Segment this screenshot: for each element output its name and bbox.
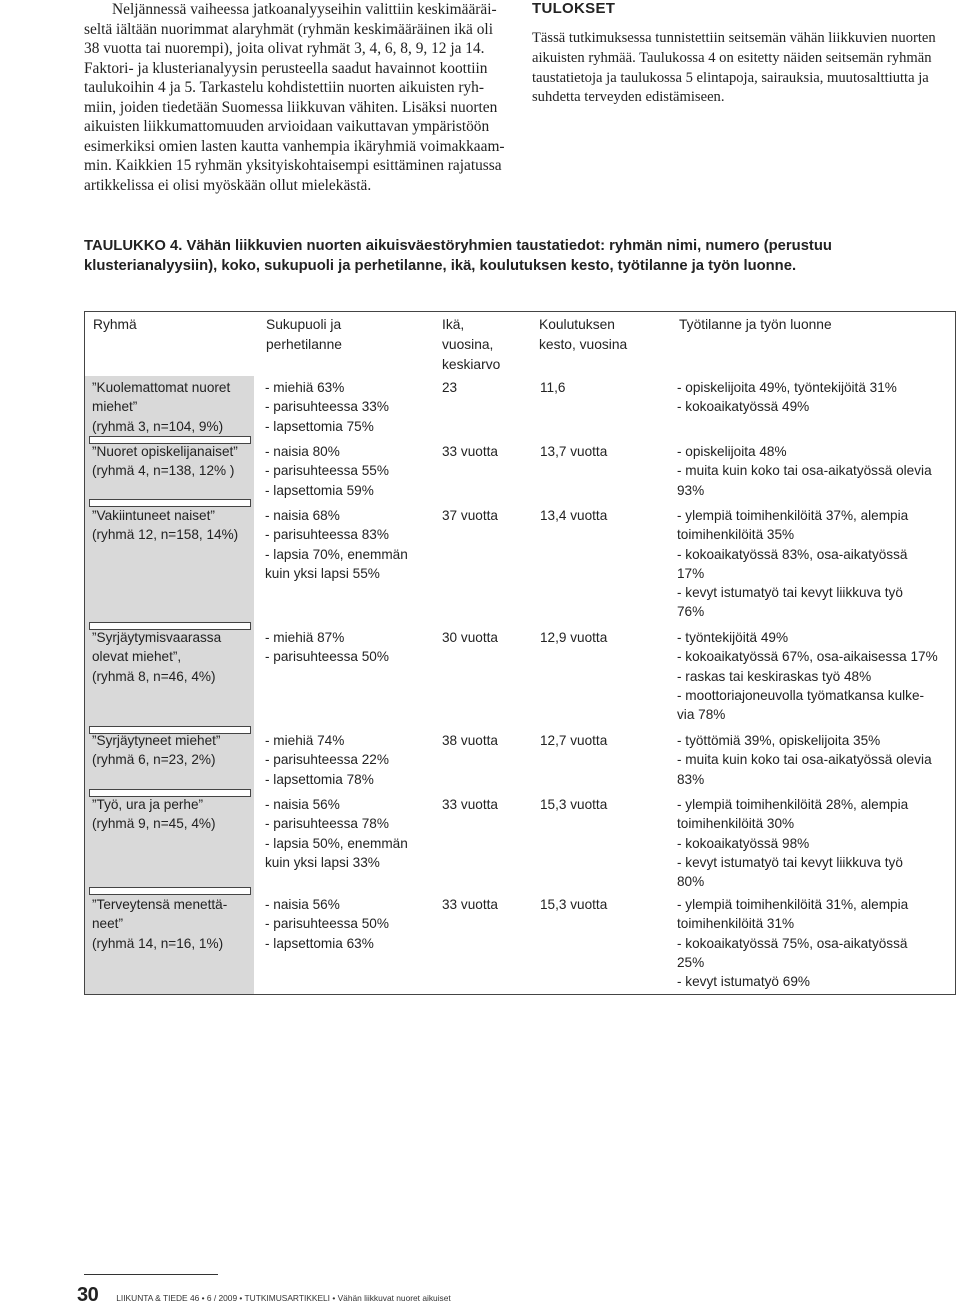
education-cell: 13,4 vuotta [540, 508, 608, 523]
cell-line: - lapsettomia 63% [265, 935, 374, 951]
education-cell: 15,3 vuotta [540, 897, 608, 912]
work-cell [677, 442, 932, 500]
group-cell [85, 731, 254, 770]
education-cell: 15,3 vuotta [540, 797, 608, 812]
cell-line: - parisuhteessa 50% [265, 916, 389, 932]
cell-line: (ryhmä 6, n=23, 2%) [92, 752, 216, 768]
cell-line: 93% [677, 482, 705, 498]
cell-line: ”Syrjäytymisvaarassa [92, 630, 222, 645]
cell-line: (ryhmä 3, n=104, 9%) [92, 418, 224, 434]
footer-text: LIIKUNTA & TIEDE 46 • 6 / 2009 • TUTKIMUSARTIKKELI • Vähän liikkuvat nuoret aikuiset [116, 1293, 451, 1303]
header-gender [266, 315, 342, 355]
cell-line: - parisuhteessa 50% [265, 649, 389, 665]
gender-cell [265, 628, 389, 667]
footer-rule [84, 1274, 218, 1275]
cell-line: (ryhmä 8, n=46, 4%) [92, 668, 216, 684]
cell-line: - lapsettomia 78% [265, 771, 374, 787]
education-cell: 12,9 vuotta [540, 630, 608, 645]
group-separator [89, 887, 251, 895]
cell-line: - raskas tai keskiraskas työ 48% [677, 668, 872, 684]
cell-line: - opiskelijoita 49%, työntekijöitä 31% [677, 380, 897, 395]
header-group [93, 315, 137, 335]
text-line: taulukoihin 4 ja 5. Tarkastelu kohdistettiin nuorten aikuisten ryh- [84, 79, 485, 96]
header-text: kesto, vuosina [539, 337, 628, 352]
cell-line: - työttömiä 39%, opiskelijoita 35% [677, 733, 881, 748]
cell-line: ”Syrjäytyneet miehet” [92, 733, 221, 748]
cell-line: 80% [677, 874, 705, 890]
education-cell: 12,7 vuotta [540, 733, 608, 748]
cell-line: - ylempiä toimihenkilöitä 37%, alempia [677, 508, 909, 523]
cell-line: - muita kuin koko tai osa-aikatyössä olevia [677, 752, 932, 768]
cell-line: toimihenkilöitä 31% [677, 916, 795, 932]
cell-line: toimihenkilöitä 35% [677, 527, 795, 543]
work-cell [677, 795, 908, 891]
cell-line: - miehiä 63% [265, 380, 345, 395]
group-cell [85, 506, 254, 545]
group-cell [85, 378, 254, 436]
cell-line: - parisuhteessa 55% [265, 463, 389, 479]
text-line: Neljännessä vaiheessa jatkoanalyyseihin valittiin keskimääräi- [112, 1, 497, 18]
cell-line: 17% [677, 565, 705, 581]
gender-cell [265, 731, 389, 789]
left-paragraph-rest [84, 20, 511, 196]
cell-line: (ryhmä 12, n=158, 14%) [92, 527, 239, 543]
cell-line: olevat miehet”, [92, 649, 182, 665]
cell-line: ”Terveytensä menettä- [92, 897, 228, 912]
header-text: Sukupuoli ja [266, 317, 342, 332]
cell-line: ”Kuolemattomat nuoret [92, 380, 231, 395]
cell-line: - ylempiä toimihenkilöitä 31%, alempia [677, 897, 909, 912]
cell-line: ”Vakiintuneet naiset” [92, 508, 215, 523]
header-text: perhetilanne [266, 337, 342, 352]
cell-line: kuin yksi lapsi 55% [265, 565, 380, 581]
age-cell: 33 vuotta [442, 797, 498, 812]
age-cell: 37 vuotta [442, 508, 498, 523]
cell-line: - parisuhteessa 22% [265, 752, 389, 768]
text-line: esimerkiksi omien lasten kautta vanhempia ikäryhmiä voimakkaam- [84, 137, 505, 155]
cell-line: 25% [677, 954, 705, 970]
group-cell [85, 895, 254, 953]
cell-line: miehet” [92, 399, 138, 415]
cell-line: neet” [92, 916, 123, 932]
education-cell: 11,6 [540, 380, 566, 395]
text-line: min. Kaikkien 15 ryhmän yksityiskohtaisempi esittäminen rajatussa [84, 157, 502, 174]
work-cell [677, 506, 908, 622]
cell-line: - lapsettomia 75% [265, 418, 374, 434]
header-age [442, 315, 500, 375]
cell-line: - muita kuin koko tai osa-aikatyössä olevia [677, 463, 932, 479]
cell-line: - lapsettomia 59% [265, 482, 374, 498]
group-cell [85, 442, 254, 481]
page-number: 30 [77, 1284, 99, 1306]
text-line: seltä iältään nuorimmat alaryhmät (ryhmän keskimääräinen ikä oli [84, 20, 493, 38]
text-line: artikkelissa ei olisi myöskään ollut mielekästä. [84, 176, 372, 194]
cell-line: - ylempiä toimihenkilöitä 28%, alempia [677, 797, 909, 812]
education-cell: 13,7 vuotta [540, 444, 608, 459]
cell-line: ”Työ, ura ja perhe” [92, 797, 204, 812]
group-cell [85, 628, 254, 686]
cell-line: - miehiä 87% [265, 630, 345, 645]
left-paragraph [84, 0, 511, 20]
cell-line: - kevyt istumatyö tai kevyt liikkuva työ [677, 585, 903, 601]
work-cell [677, 628, 938, 724]
cell-line: 83% [677, 771, 705, 787]
header-work [679, 315, 832, 335]
cell-line: - parisuhteessa 78% [265, 816, 389, 832]
cell-line: - naisia 68% [265, 508, 340, 523]
age-cell: 23 [442, 380, 458, 395]
cell-line: - kokoaikatyössä 75%, osa-aikatyössä [677, 935, 908, 951]
cell-line: - työntekijöitä 49% [677, 630, 789, 645]
background-data-table [84, 311, 956, 995]
results-paragraph: Tässä tutkimuksessa tunnistettiin seitsemän vähän liikkuvien nuorten aikuisten ryhmää. Taulukossa 4 on esitetty näiden seitsemän ryhmän taustatietoja ja taulukossa 5 elintapoja, sairauksia, muutosalttiutta ja suhdetta terveyden edistämiseen. [532, 30, 936, 106]
section-heading: TULOKSET [532, 0, 616, 17]
age-cell: 33 vuotta [442, 444, 498, 459]
cell-line: - kokoaikatyössä 83%, osa-aikatyössä [677, 546, 908, 562]
cell-line: - miehiä 74% [265, 733, 345, 748]
cell-line: (ryhmä 4, n=138, 12% ) [92, 463, 235, 479]
gender-cell [265, 895, 389, 953]
table-caption-label: TAULUKKO 4. [84, 238, 183, 254]
header-text: Työtilanne ja työn luonne [679, 317, 832, 332]
cell-line: - kokoaikatyössä 98% [677, 835, 810, 851]
header-text: Ikä, [442, 317, 465, 332]
cell-line: (ryhmä 9, n=45, 4%) [92, 816, 216, 832]
header-text: keskiarvo [442, 357, 501, 372]
cell-line: (ryhmä 14, n=16, 1%) [92, 935, 224, 951]
cell-line: - naisia 56% [265, 897, 340, 912]
cell-line: - kevyt istumatyö tai kevyt liikkuva työ [677, 854, 903, 870]
cell-line: - lapsia 50%, enemmän [265, 835, 408, 851]
cell-line: - kokoaikatyössä 67%, osa-aikaisessa 17% [677, 649, 938, 665]
age-cell: 30 vuotta [442, 630, 498, 645]
left-column-text [84, 0, 511, 195]
gender-cell [265, 506, 408, 583]
work-cell [677, 731, 932, 789]
text-line: miin, joiden tiedetään Suomessa liikkuvan vähiten. Lisäksi nuorten [84, 98, 498, 116]
cell-line: kuin yksi lapsi 33% [265, 854, 380, 870]
age-cell: 33 vuotta [442, 897, 498, 912]
work-cell [677, 378, 897, 417]
cell-line: - kevyt istumatyö 69% [677, 974, 810, 990]
right-column [532, 0, 956, 108]
gender-cell [265, 378, 389, 436]
cell-line: - naisia 56% [265, 797, 340, 812]
text-line: Faktori- ja klusterianalyysin perusteella saadut havainnot koottiin [84, 59, 488, 77]
header-text: Ryhmä [93, 317, 137, 332]
cell-line: via 78% [677, 707, 726, 723]
work-cell [677, 895, 908, 991]
text-line: 38 vuotta tai nuorempi), joita olivat ryhmät 3, 4, 6, 8, 9, 12 ja 14. [84, 40, 485, 57]
cell-line: - naisia 80% [265, 444, 340, 459]
cell-line: - lapsia 70%, enemmän [265, 546, 408, 562]
table-caption [84, 236, 956, 276]
cell-line: - parisuhteessa 33% [265, 399, 389, 415]
cell-line: - kokoaikatyössä 49% [677, 399, 810, 415]
page-footer [77, 1284, 451, 1307]
group-cell [85, 795, 254, 834]
cell-line: toimihenkilöitä 30% [677, 816, 795, 832]
age-cell: 38 vuotta [442, 733, 498, 748]
cell-line: 76% [677, 604, 705, 620]
table-caption-text: Vähän liikkuvien nuorten aikuisväestöryhmien taustatiedot: ryhmän nimi, numero (perustuu klusterianalyysiin), koko, sukupuoli ja perhetilanne, ikä, koulutuksen kesto, työtilanne ja työn luonne. [84, 238, 832, 274]
text-line: aikuisten liikkumattomuuden arvioidaan vaikuttavan ympäristöön [84, 118, 490, 135]
cell-line: - moottoriajoneuvolla työmatkansa kulke- [677, 687, 925, 703]
cell-line: - opiskelijoita 48% [677, 444, 787, 459]
gender-cell [265, 442, 389, 500]
header-text: vuosina, [442, 337, 494, 352]
gender-cell [265, 795, 408, 872]
header-text: Koulutuksen [539, 317, 615, 332]
header-education [539, 315, 627, 355]
cell-line: ”Nuoret opiskelijanaiset” [92, 444, 238, 459]
cell-line: - parisuhteessa 83% [265, 527, 389, 543]
